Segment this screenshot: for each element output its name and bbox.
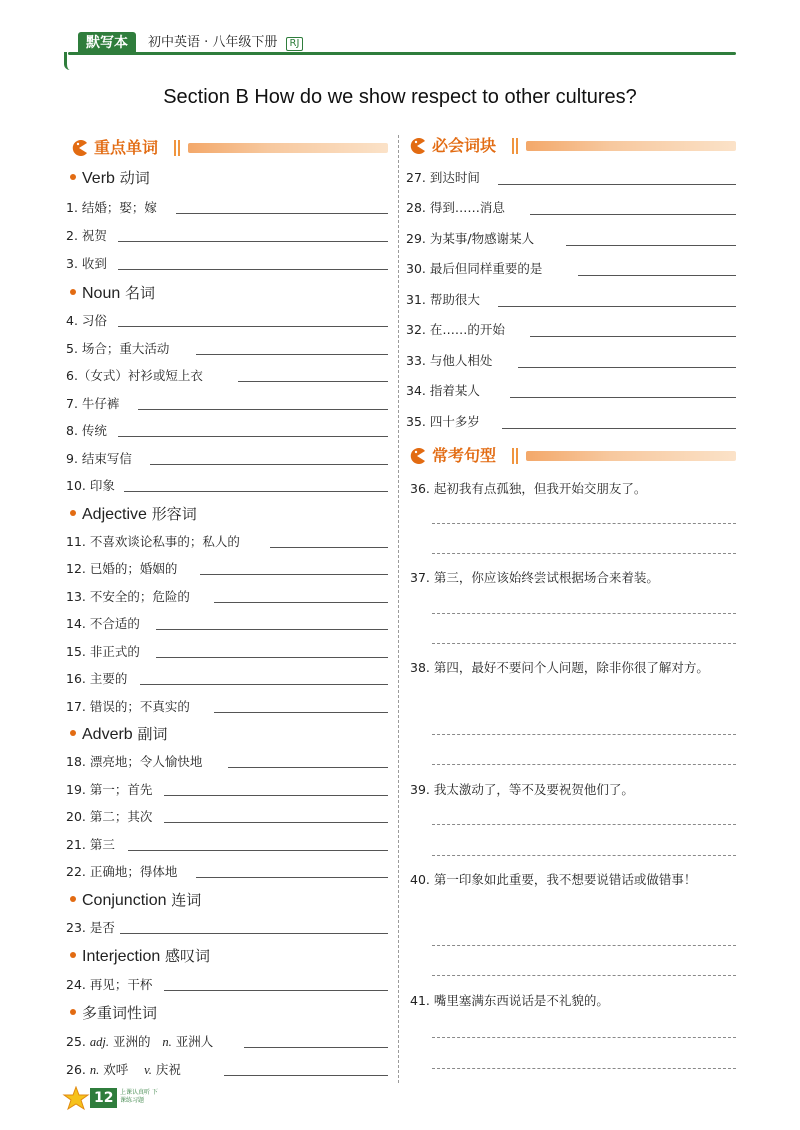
category-verb: Verb 动词 — [70, 168, 150, 189]
word-item: 22. 正确地；得体地 — [66, 864, 178, 879]
answer-line[interactable] — [432, 764, 736, 765]
answer-blank[interactable] — [200, 574, 388, 575]
word-item: 2. 祝贺 — [66, 228, 107, 243]
word-item-25: 25. adj. 亚洲的 n. 亚洲人 — [66, 1034, 214, 1049]
answer-blank[interactable] — [270, 547, 388, 548]
section-title-words: 重点单词 — [94, 138, 159, 157]
answer-line[interactable] — [432, 613, 736, 614]
word-item: 15. 非正式的 — [66, 644, 140, 659]
section-banner-sentences — [408, 445, 736, 467]
answer-blank[interactable] — [118, 326, 388, 327]
category-multi: 多重词性词 — [70, 1003, 157, 1023]
answer-line[interactable] — [432, 1037, 736, 1038]
word-item: 8. 传统 — [66, 423, 107, 438]
category-adverb: Adverb 副词 — [70, 724, 168, 745]
phrase-item: 31. 帮助很大 — [406, 292, 480, 307]
phrase-item: 27. 到达时间 — [406, 170, 480, 185]
phrase-item: 29. 为某事/物感谢某人 — [406, 231, 535, 246]
answer-blank[interactable] — [518, 367, 736, 368]
header-hook — [64, 52, 73, 70]
word-item: 16. 主要的 — [66, 671, 128, 686]
section-title-phrases: 必会词块 — [432, 136, 497, 155]
word-item: 17. 错误的；不真实的 — [66, 699, 190, 714]
banner-bar — [526, 141, 736, 151]
word-item: 1. 结婚；娶；嫁 — [66, 200, 157, 215]
phrase-item: 34. 指着某人 — [406, 383, 480, 398]
word-item: 14. 不合适的 — [66, 616, 140, 631]
word-item: 12. 已婚的；婚姻的 — [66, 561, 178, 576]
answer-blank[interactable] — [498, 306, 736, 307]
star-icon — [62, 1086, 90, 1112]
word-item: 6.（女式）衬衫或短上衣 — [66, 368, 203, 383]
section-banner-words — [70, 137, 388, 159]
answer-blank[interactable] — [530, 336, 736, 337]
answer-line[interactable] — [432, 975, 736, 976]
answer-blank[interactable] — [118, 436, 388, 437]
answer-blank[interactable] — [244, 1047, 388, 1048]
category-conjunction: Conjunction 连词 — [70, 890, 201, 911]
word-item: 7. 牛仔裤 — [66, 396, 120, 411]
answer-blank[interactable] — [156, 629, 388, 630]
answer-blank[interactable] — [164, 795, 388, 796]
sentence-item: 38. 第四，最好不要问个人问题，除非你很了解对方。 — [410, 660, 709, 675]
word-item: 10. 印象 — [66, 478, 115, 493]
answer-blank[interactable] — [498, 184, 736, 185]
phrase-item: 30. 最后但同样重要的是 — [406, 261, 543, 276]
answer-blank[interactable] — [238, 381, 388, 382]
book-tag: 默写本 — [78, 32, 136, 54]
answer-line[interactable] — [432, 643, 736, 644]
word-item: 13. 不安全的；危险的 — [66, 589, 190, 604]
phrase-item: 28. 得到……消息 — [406, 200, 505, 215]
answer-blank[interactable] — [214, 602, 388, 603]
phrase-item: 35. 四十多岁 — [406, 414, 480, 429]
answer-line[interactable] — [432, 523, 736, 524]
word-item: 20. 第二；其次 — [66, 809, 153, 824]
phrase-item: 33. 与他人相处 — [406, 353, 493, 368]
word-item: 5. 场合；重大活动 — [66, 341, 170, 356]
sentence-item: 37. 第三，你应该始终尝试根据场合来着装。 — [410, 570, 659, 585]
edition-badge: RJ — [286, 37, 304, 51]
answer-blank[interactable] — [176, 213, 388, 214]
answer-line[interactable] — [432, 855, 736, 856]
word-item: 18. 漂亮地；令人愉快地 — [66, 754, 203, 769]
sentence-item: 40. 第一印象如此重要，我不想要说错话或做错事！ — [410, 872, 697, 887]
header-rule — [68, 52, 736, 55]
answer-blank[interactable] — [566, 245, 736, 246]
footer-note: 上课认真听 下课练习题 — [120, 1089, 158, 1104]
section-title-sentences: 常考句型 — [432, 446, 497, 465]
section-banner-phrases — [408, 135, 736, 157]
answer-blank[interactable] — [164, 822, 388, 823]
word-item: 4. 习俗 — [66, 313, 107, 328]
page-title: Section B How do we show respect to other cultures? — [163, 86, 637, 108]
word-item: 23. 是否 — [66, 920, 115, 935]
answer-line[interactable] — [432, 734, 736, 735]
pacman-icon — [408, 447, 426, 465]
sentence-item: 36. 起初我有点孤独，但我开始交朋友了。 — [410, 481, 647, 496]
word-item: 24. 再见；干杯 — [66, 977, 153, 992]
pacman-icon — [70, 139, 88, 157]
banner-stripes — [174, 140, 184, 156]
word-item: 3. 收到 — [66, 256, 107, 271]
word-item-26: 26. n. 欢呼 v. 庆祝 — [66, 1062, 181, 1077]
page-number: 12 — [90, 1088, 117, 1108]
answer-blank[interactable] — [118, 241, 388, 242]
word-item: 19. 第一；首先 — [66, 782, 153, 797]
category-noun: Noun 名词 — [70, 283, 155, 304]
answer-line[interactable] — [432, 553, 736, 554]
book-subtitle — [148, 34, 303, 52]
answer-line[interactable] — [432, 1068, 736, 1069]
answer-blank[interactable] — [224, 1075, 388, 1076]
answer-blank[interactable] — [578, 275, 736, 276]
answer-blank[interactable] — [138, 409, 388, 410]
word-item: 11. 不喜欢谈论私事的；私人的 — [66, 534, 240, 549]
phrase-item: 32. 在……的开始 — [406, 322, 505, 337]
answer-blank[interactable] — [214, 712, 388, 713]
page-footer — [62, 1086, 172, 1112]
answer-blank[interactable] — [156, 657, 388, 658]
column-divider — [398, 135, 399, 1083]
answer-blank[interactable] — [118, 269, 388, 270]
answer-blank[interactable] — [530, 214, 736, 215]
answer-blank[interactable] — [164, 990, 388, 991]
category-adjective: Adjective 形容词 — [70, 504, 197, 525]
answer-blank[interactable] — [196, 354, 388, 355]
sentence-item: 41. 嘴里塞满东西说话是不礼貌的。 — [410, 993, 609, 1008]
banner-bar — [526, 451, 736, 461]
category-interjection: Interjection 感叹词 — [70, 946, 210, 967]
word-item: 21. 第三 — [66, 837, 115, 852]
answer-blank[interactable] — [150, 464, 388, 465]
answer-blank[interactable] — [196, 877, 388, 878]
sentence-item: 39. 我太激动了，等不及要祝贺他们了。 — [410, 782, 634, 797]
book-subtitle-text: 初中英语 · 八年级下册 — [148, 35, 278, 50]
pacman-icon — [408, 137, 426, 155]
word-item: 9. 结束写信 — [66, 451, 132, 466]
banner-stripes — [512, 138, 522, 154]
answer-blank[interactable] — [228, 767, 388, 768]
answer-line[interactable] — [432, 945, 736, 946]
answer-blank[interactable] — [120, 933, 388, 934]
banner-bar — [188, 143, 388, 153]
banner-stripes — [512, 448, 522, 464]
answer-blank[interactable] — [124, 491, 388, 492]
answer-blank[interactable] — [510, 397, 736, 398]
answer-blank[interactable] — [140, 684, 388, 685]
page-header — [68, 32, 736, 58]
answer-line[interactable] — [432, 824, 736, 825]
answer-blank[interactable] — [128, 850, 388, 851]
answer-blank[interactable] — [502, 428, 736, 429]
